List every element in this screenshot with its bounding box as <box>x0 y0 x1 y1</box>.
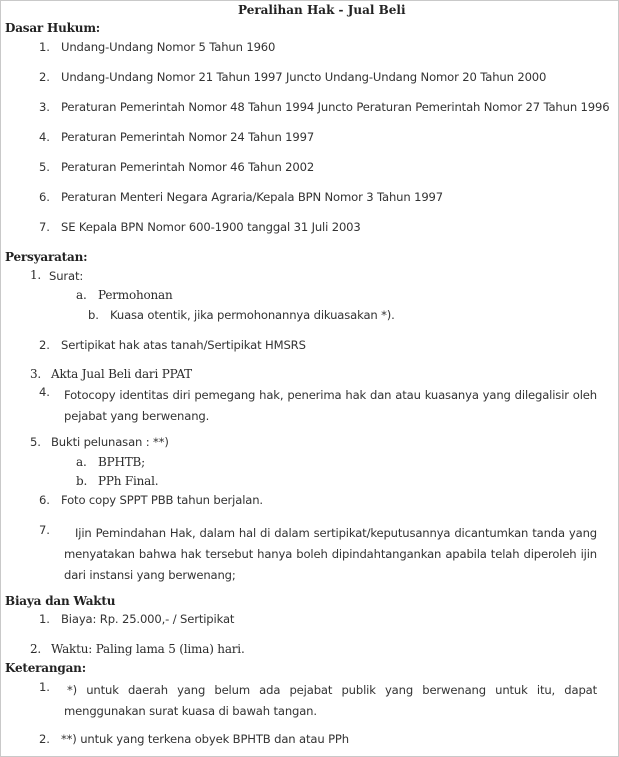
dasar-hukum-heading: Dasar Hukum: <box>5 21 101 35</box>
list-item: Akta Jual Beli dari PPAT <box>51 367 192 381</box>
list-item: PPh Final. <box>98 474 159 488</box>
list-letter: b. <box>88 308 99 322</box>
list-item: Undang-Undang Nomor 21 Tahun 1997 Juncto Undang-Undang Nomor 20 Tahun 2000 <box>61 70 547 84</box>
list-item: Undang-Undang Nomor 5 Tahun 1960 <box>61 40 276 54</box>
list-letter: b. <box>76 474 88 488</box>
list-item: Peraturan Pemerintah Nomor 46 Tahun 2002 <box>61 160 315 174</box>
list-item: Kuasa otentik, jika permohonannya dikuasakan *). <box>110 308 395 322</box>
list-item: Bukti pelunasan : **) <box>51 435 169 449</box>
list-item: Foto copy SPPT PBB tahun berjalan. <box>61 493 263 507</box>
list-item: SE Kepala BPN Nomor 600-1900 tanggal 31 Juli 2003 <box>61 220 361 234</box>
list-number: 2. <box>39 70 50 84</box>
list-item: Permohonan <box>98 288 173 302</box>
list-number: 5. <box>39 160 50 174</box>
list-item: *) untuk daerah yang belum ada pejabat publik yang berwenang untuk itu, dapat menggunakan surat kuasa di bawah tangan. <box>64 683 597 718</box>
list-number: 7. <box>39 523 50 537</box>
list-item: Surat: <box>49 269 84 283</box>
list-number: 4. <box>39 130 50 144</box>
list-number: 2. <box>39 732 50 746</box>
list-number: 2. <box>30 642 42 656</box>
list-number: 3. <box>30 367 42 381</box>
list-number: 3. <box>39 100 50 114</box>
list-number: 1. <box>39 612 50 626</box>
list-item: BPHTB; <box>98 455 146 469</box>
list-number: 4. <box>39 385 50 399</box>
list-letter: a. <box>76 455 87 469</box>
list-number: 1. <box>30 268 42 282</box>
list-item: Peraturan Menteri Negara Agraria/Kepala BPN Nomor 3 Tahun 1997 <box>61 190 444 204</box>
keterangan-heading: Keterangan: <box>5 661 86 675</box>
list-number: 2. <box>39 338 50 352</box>
list-number: 6. <box>39 190 50 204</box>
list-item: Fotocopy identitas diri pemegang hak, penerima hak dan atau kuasanya yang dilegalisir oleh pejabat yang berwenang. <box>64 388 597 423</box>
list-number: 5. <box>30 435 41 449</box>
list-number: 7. <box>39 220 50 234</box>
list-number: 1. <box>39 40 50 54</box>
list-item: Biaya: Rp. 25.000,- / Sertipikat <box>61 612 235 626</box>
page-title: Peralihan Hak - Jual Beli <box>238 3 406 17</box>
biaya-waktu-heading: Biaya dan Waktu <box>5 594 116 608</box>
list-letter: a. <box>76 288 87 302</box>
list-item: Peraturan Pemerintah Nomor 48 Tahun 1994 Juncto Peraturan Pemerintah Nomor 27 Tahun 1996 <box>61 100 610 114</box>
list-item: **) untuk yang terkena obyek BPHTB dan atau PPh <box>61 732 349 746</box>
list-number: 1. <box>39 680 50 694</box>
list-item: Peraturan Pemerintah Nomor 24 Tahun 1997 <box>61 130 315 144</box>
persyaratan-heading: Persyaratan: <box>5 250 88 264</box>
list-item: Waktu: Paling lama 5 (lima) hari. <box>51 642 245 656</box>
list-item: Ijin Pemindahan Hak, dalam hal di dalam sertipikat/keputusannya dicantumkan tanda yang menyatakan bahwa hak tersebut hanya boleh dipindahtangankan apabila telah diperoleh ijin dari instansi yang berwenang; <box>64 526 597 582</box>
list-item: Sertipikat hak atas tanah/Sertipikat HMSRS <box>61 338 306 352</box>
list-number: 6. <box>39 493 50 507</box>
